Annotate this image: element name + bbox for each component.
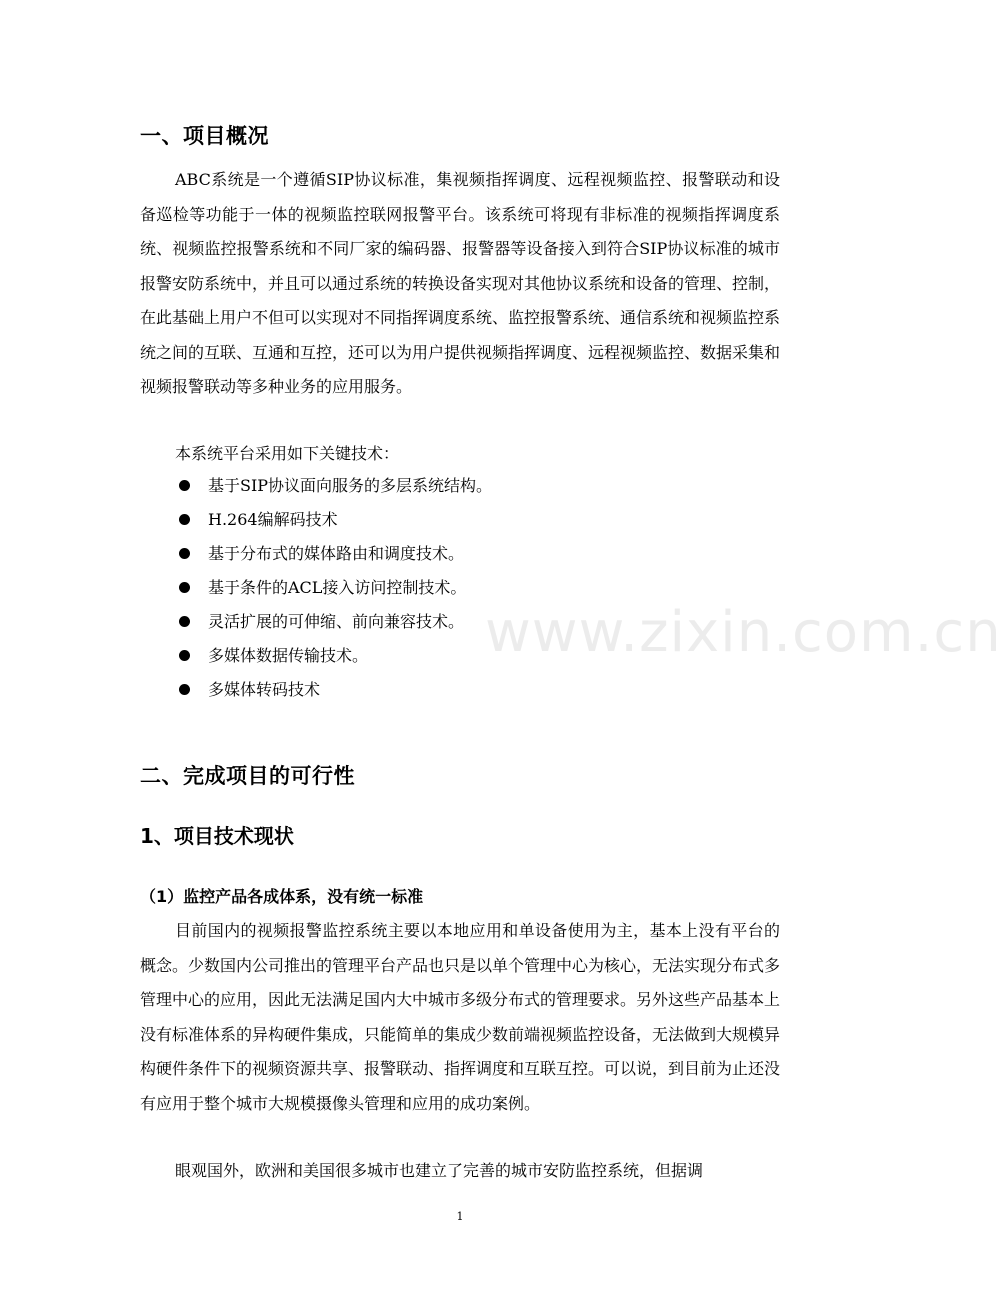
bullet-dot-icon (179, 514, 190, 525)
abroad-paragraph: 眼观国外，欧洲和美国很多城市也建立了完善的城市安防监控系统，但据调 (175, 1161, 704, 1180)
list-item-text: 基于SIP协议面向服务的多层系统结构。 (208, 476, 493, 495)
list-item-text: 多媒体数据传输技术。 (208, 646, 369, 665)
subsubsection-heading: （1）监控产品各成体系，没有统一标准 (140, 887, 424, 906)
key-tech-list (140, 469, 780, 707)
list-item-text: 基于分布式的媒体路由和调度技术。 (208, 544, 465, 563)
subsection-heading: 1、项目技术现状 (140, 824, 294, 848)
bullet-dot-icon (179, 582, 190, 593)
tech-intro-paragraph: 本系统平台采用如下关键技术： (175, 444, 400, 463)
list-item-text: H.264编解码技术 (208, 510, 338, 529)
list-item (140, 537, 780, 571)
list-item-text: 多媒体转码技术 (208, 680, 321, 699)
bullet-dot-icon (179, 480, 190, 491)
bullet-dot-icon (179, 616, 190, 627)
status-paragraph: 目前国内的视频报警监控系统主要以本地应用和单设备使用为主，基本上没有平台的概念。少数国内公司推出的管理平台产品也只是以单个管理中心为核心，无法实现分布式多管理中心的应用，因此无法满足国内大中城市多级分布式的管理要求。另外这些产品基本上没有标准体系的异构硬件集成，只能简单的集成少数前端视频监控设备，无法做到大规模异构硬件条件下的视频资源共享、报警联动、指挥调度和互联互控。可以说，到目前为止还没有应用于整个城市大规模摄像头管理和应用的成功案例。 (140, 921, 781, 1113)
list-item (140, 503, 780, 537)
section2-heading: 二、完成项目的可行性 (140, 764, 355, 788)
list-item-text: 灵活扩展的可伸缩、前向兼容技术。 (208, 612, 465, 631)
list-item (140, 469, 780, 503)
bullet-dot-icon (179, 684, 190, 695)
list-item (140, 673, 780, 707)
bullet-dot-icon (179, 650, 190, 661)
page-number: 1 (456, 1210, 464, 1223)
bullet-dot-icon (179, 548, 190, 559)
section1-heading: 一、项目概况 (140, 124, 269, 148)
section1-intro-paragraph: ABC系统是一个遵循SIP协议标准，集视频指挥调度、远程视频监控、报警联动和设备巡检等功能于一体的视频监控联网报警平台。该系统可将现有非标准的视频指挥调度系统、视频监控报警系统和不同厂家的编码器、报警器等设备接入到符合SIP协议标准的城市报警安防系统中，并且可以通过系统的转换设备实现对其他协议系统和设备的管理、控制，在此基础上用户不但可以实现对不同指挥调度系统、监控报警系统、通信系统和视频监控系统之间的互联、互通和互控，还可以为用户提供视频指挥调度、远程视频监控、数据采集和视频报警联动等多种业务的应用服务。 (140, 170, 781, 396)
watermark: www.zixin.com.cn (485, 600, 1002, 665)
list-item-text: 基于条件的ACL接入访问控制技术。 (208, 578, 467, 597)
